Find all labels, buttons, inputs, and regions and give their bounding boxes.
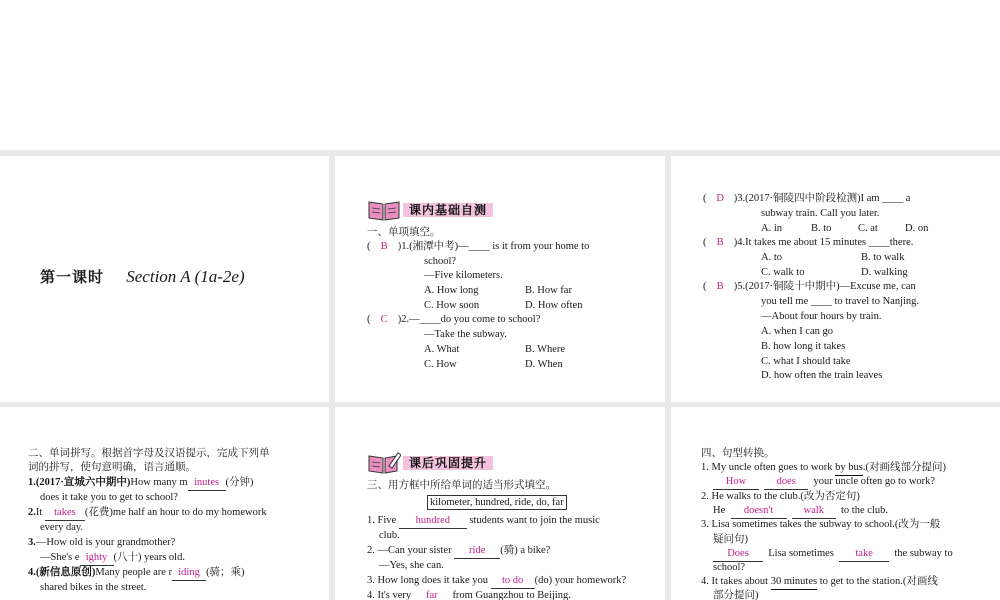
fill-4 (367, 589, 571, 600)
num-1: 1. (28, 477, 36, 488)
q2-option-b: B. Where (525, 344, 566, 355)
f1-rest: students want to join the music (466, 515, 600, 526)
fill-3 (367, 574, 626, 589)
question-5: ( B )5.(2017·铜陵十中期中)—Excuse me, can (703, 281, 916, 292)
f3-rest: (do) your homework? (534, 575, 627, 586)
section-heading: 二、单词拼写。根据首字母及汉语提示，完成下列单 (28, 448, 270, 459)
answer-3a: Does (713, 547, 763, 562)
answer-1: B (380, 241, 388, 252)
slide-basic-test-cont[interactable] (671, 156, 1000, 402)
t2-rest: to the club. (841, 505, 888, 516)
q1-stem: )1.(湘潭中考)—____ is it from your home to (397, 241, 590, 252)
q4-stem: )4.It takes me about 15 minutes ____there. (733, 237, 914, 248)
q4-option-d: D. walking (861, 267, 908, 278)
q3-option-d: D. on (905, 223, 929, 234)
question-4: ( B )4.It takes me about 15 minutes ____there. (703, 237, 914, 248)
f3-text: 3. How long does it take you (367, 575, 491, 586)
f2-cont: —Yes, she can. (379, 560, 444, 571)
t4-text: 4. It takes about (701, 576, 771, 587)
f2-text: 2. —Can your sister (367, 545, 455, 556)
t1-text: 1. My uncle often goes to work (701, 462, 836, 473)
s3-text: —How old is your grandmother? (35, 537, 176, 548)
t3-instruction-cont: 疑问句) (713, 534, 748, 545)
question-2: ( C )2.—____do you come to school? (367, 314, 541, 325)
s2-text: It (35, 507, 45, 518)
q3-option-c: C. at (858, 223, 878, 234)
answer-2a: doesn't (731, 504, 787, 519)
answer-1b: does (764, 475, 808, 490)
word-box-text: kilometer, hundred, ride, do, far (427, 495, 567, 510)
answer-1: inutes (188, 476, 226, 491)
slide-sentence-transform[interactable] (671, 407, 1000, 600)
q3-stem: )3.(2017·铜陵四中阶段检测)I am ____ a (733, 193, 911, 204)
t4-instruction-cont: 部分提问) (713, 590, 759, 600)
answer-4: B (716, 237, 724, 248)
f4-text: 4. It's very (367, 590, 414, 600)
answer-3: D (716, 193, 724, 204)
q2-stem: )2.—____do you come to school? (397, 314, 541, 325)
t4-underlined: 30 minutes (771, 575, 817, 590)
top-blank-area (0, 0, 1000, 150)
slide-word-spelling[interactable] (0, 407, 329, 600)
fill-1 (367, 514, 600, 529)
s2-cont: every day. (40, 522, 84, 533)
word-box (427, 495, 567, 510)
answer-1: hundred (399, 514, 467, 529)
spelling-1 (28, 476, 254, 491)
num-2: 2. (28, 507, 36, 518)
t1-answer-line (713, 475, 935, 490)
num-4: 4. (28, 567, 36, 578)
lesson-heading (40, 266, 245, 287)
q2-option-c: C. How (424, 359, 457, 370)
answer-1a: How (713, 475, 759, 490)
q2-option-d: D. When (525, 359, 563, 370)
slide-consolidation[interactable] (335, 407, 665, 600)
t3-mid: Lisa sometimes (768, 548, 834, 559)
num-3: 3. (28, 537, 36, 548)
pencil-book-icon (367, 452, 401, 474)
q1-option-b: B. How far (525, 285, 572, 296)
lesson-section: Section A (1a-2e) (126, 267, 245, 286)
source-1: (2017·宣城六中期中) (35, 477, 131, 488)
s3-line2 (40, 551, 185, 566)
s1-cont: does it take you to get to school? (40, 492, 178, 503)
q3-option-a: A. in (761, 223, 782, 234)
t2-answer-line (713, 504, 888, 519)
slide-lesson-title[interactable] (0, 156, 329, 402)
q4-option-a: A. to (761, 252, 782, 263)
q1-option-c: C. How soon (424, 300, 480, 311)
s3-prefix: —She's e (40, 552, 80, 563)
transform-1 (701, 461, 946, 476)
s2-hint: (花费)me half an hour to do my homework (84, 507, 267, 518)
s3-hint: (八十) years old. (113, 552, 185, 563)
spelling-2 (28, 506, 267, 521)
q2-option-a: A. What (424, 344, 460, 355)
spelling-3 (28, 536, 175, 550)
answer-4: iding (172, 566, 206, 581)
answer-4: far (414, 589, 450, 600)
t3-rest: the subway to (894, 548, 953, 559)
banner-label: 课内基础自测 (403, 203, 493, 217)
s4-cont: shared bikes in the street. (40, 582, 147, 593)
q3-option-b: B. to (811, 223, 832, 234)
spelling-4 (28, 566, 245, 581)
section-heading: 四、句型转换。 (701, 448, 775, 459)
section-heading: 一、单项填空。 (367, 227, 441, 238)
q5-option-b: B. how long it takes (761, 341, 846, 352)
t1-underlined: by bus (835, 461, 863, 476)
q5-stem-cont: you tell me ____ to travel to Nanjing. (761, 296, 920, 307)
lesson-number: 第一课时 (40, 268, 105, 286)
q4-option-c: C. walk to (761, 267, 805, 278)
q2-reply: —Take the subway. (424, 329, 507, 340)
s1-hint: (分钟) (225, 477, 254, 488)
q1-option-d: D. How often (525, 300, 583, 311)
f1-cont: club. (379, 530, 400, 541)
q5-stem: )5.(2017·铜陵十中期中)—Excuse me, can (733, 281, 916, 292)
s4-text: Many people are r (95, 567, 173, 578)
answer-2b: walk (792, 504, 836, 519)
answer-2: takes (45, 506, 85, 521)
f1-text: 1. Five (367, 515, 399, 526)
q5-option-d: D. how often the train leaves (761, 370, 883, 381)
banner-label: 课后巩固提升 (403, 456, 493, 470)
transform-3: 3. Lisa sometimes takes the subway to school.(改为一般 (701, 519, 941, 530)
source-4: (新信息原创) (35, 567, 96, 578)
fill-2 (367, 544, 550, 559)
q5-option-c: C. what I should take (761, 356, 851, 367)
s4-hint: (骑；乘) (206, 567, 245, 578)
q5-reply: —About four hours by train. (761, 311, 882, 322)
t2-prefix: He (713, 505, 726, 516)
q1-reply: —Five kilometers. (424, 270, 503, 281)
q1-stem-cont: school? (424, 256, 457, 267)
t1-rest: your uncle often go to work? (813, 476, 936, 487)
q1-option-a: A. How long (424, 285, 479, 296)
section-heading-cont: 词的拼写，使句意明确，语言通顺。 (28, 462, 196, 473)
t3-end: school? (713, 562, 746, 573)
t3-answer-line (713, 547, 953, 562)
section-heading: 三、用方框中所给单词的适当形式填空。 (367, 480, 556, 491)
slide-basic-test[interactable] (335, 156, 665, 402)
question-3: ( D )3.(2017·铜陵四中阶段检测)I am ____ a (703, 193, 911, 204)
s1-text: How many m (130, 477, 188, 488)
answer-3: to do (491, 574, 535, 589)
transform-4 (701, 575, 938, 590)
answer-3: ighty (80, 551, 114, 566)
answer-2: ride (454, 544, 500, 559)
transform-2: 2. He walks to the club.(改为否定句) (701, 491, 860, 502)
q3-stem-cont: subway train. Call you later. (761, 208, 880, 219)
book-icon (367, 199, 401, 221)
q4-option-b: B. to walk (861, 252, 905, 263)
question-1: ( B )1.(湘潭中考)—____ is it from your home to (367, 241, 590, 252)
answer-3b: take (839, 547, 889, 562)
answer-2: C (380, 314, 388, 325)
f2-rest: (骑) a bike? (500, 545, 551, 556)
f4-rest: from Guangzhou to Beijing. (449, 590, 571, 600)
answer-5: B (716, 281, 724, 292)
q5-option-a: A. when I can go (761, 326, 834, 337)
t4-instruction: to get to the station.(对画线 (817, 576, 938, 587)
t1-instruction: .(对画线部分提问) (862, 462, 946, 473)
